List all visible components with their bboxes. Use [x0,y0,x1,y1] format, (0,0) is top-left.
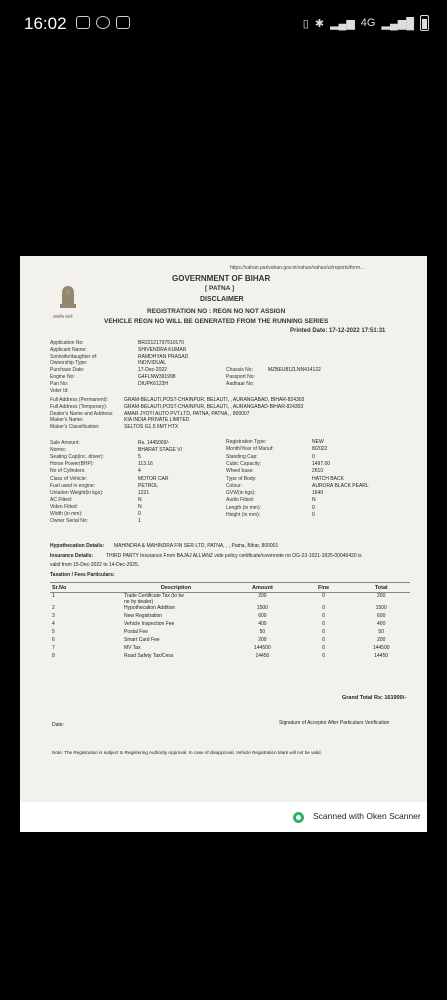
vibrate-icon: ▯ [302,17,309,30]
fee-fine: 0 [322,653,325,659]
field-label: Class of Vehicle: [50,475,87,482]
taxation-label: Taxation / Fees Particulars: [50,572,115,578]
table-row [50,653,410,661]
field-value: 0 [138,511,141,517]
fees-column-header: Sr.No [50,583,122,593]
field-label: Month/Year of Manuf: [226,446,274,453]
fee-sr-cell [50,653,122,661]
fee-sr: 3 [52,613,55,619]
field-label: Standing Cap: [226,453,258,460]
url-text: https://vahan.parivahan.gov.in/vahan/vahan/ui/reports/form... [230,265,365,271]
field-value: GRAM-BELAUTI,POST-CHAINPUR, BELAUTI, , AURANGABAD, BIHAR-824303 [124,397,305,403]
fees-column-header: Total [352,583,410,593]
field-value: 0 [312,504,315,511]
fee-amount-cell [230,613,295,621]
fee-amount-cell [230,645,295,653]
fee-fine: 0 [322,621,325,627]
fee-total: 400 [377,621,386,627]
fee-fine-cell [295,637,353,645]
fees-table [50,582,410,661]
field-value: 0 [312,512,315,518]
field-value: Rs. 1445000/- [138,440,170,446]
table-row [50,613,410,621]
fee-sr-cell [50,629,122,637]
fees-column-header: Fine [295,583,353,593]
fee-total-cell [352,645,410,653]
insurance-validity: valid from 15-Dec-2022 to 14-Dec-2025. [50,562,140,568]
field-value: RAMDHYAN PRASAD [138,353,189,360]
field-label: No of Cylinders: [50,468,86,475]
field-value: HATCH BACK [312,475,344,482]
fee-fine: 0 [322,629,325,635]
field-value: 1 [138,518,141,525]
fee-sr: 1 [52,593,55,599]
field-label: Owner Serial No: [50,518,89,525]
fee-sr-cell [50,593,122,606]
emblem-caption: सत्यमेव जयते [53,314,73,319]
field-label: Voter Id: [50,387,69,394]
disclaimer-title: DISCLAIMER [200,296,244,303]
signature-text: Signature of Acceptor After Particulars Verification [279,720,390,726]
table-row [50,637,410,645]
oken-scanner-logo-icon [293,812,304,823]
fee-fine-cell [295,653,353,661]
clock: 16:02 [24,14,67,33]
fee-amount: 400 [258,621,267,627]
field-label: Applicant Name: [50,346,87,353]
scanner-label: Scanned with Oken Scanner [313,811,421,821]
fee-amount-cell [230,621,295,629]
fee-sr-cell [50,621,122,629]
battery-icon [420,15,429,31]
regn-line1: REGISTRATION NO : REGN NO NOT ASSIGN [147,308,286,315]
fee-sr: 5 [52,629,55,635]
fee-amount-cell [230,593,295,606]
fee-total: 600 [377,613,386,619]
fee-amount-cell [230,653,295,661]
printed-date: Printed Date: 17-12-2022 17:51:31 [290,328,386,334]
field-label: Aadhaar No: [226,381,255,387]
fee-fine: 0 [322,637,325,643]
field-value: DIUPK6123H [138,380,169,387]
fee-total: 200 [377,593,386,599]
fee-sr: 7 [52,645,55,651]
fee-sr: 2 [52,605,55,611]
field-label: Engine No: [50,374,75,380]
field-label: Ownership Type: [50,360,88,367]
fees-header-row [50,583,410,593]
fee-desc-cell [122,653,230,661]
fee-amount-cell [230,605,295,613]
field-label: Norms: [50,447,67,454]
field-value: PETROL [138,482,159,489]
field-value: INDIVIDUAL [138,360,167,367]
fee-sr-cell [50,645,122,653]
fee-amount: 14450 [255,653,270,659]
scanner-footer [20,802,427,832]
fee-desc: New Registration [124,613,163,619]
field-label: Seating Cap(inc. driver): [50,454,104,461]
field-label: Maker's Name: [50,417,84,424]
app-icon [96,16,110,29]
fee-desc: Postal Fee [124,629,148,635]
field-label: GVW(in kgs): [226,490,256,497]
field-label: Full Address (Temporary): [50,403,108,410]
fee-total-cell [352,593,410,606]
field-value: BHARAT STAGE VI [138,447,182,454]
insurance-value: THIRD PARTY Insurance From BAJAJ ALLIANZ vide policy certificate/covernote no OG-23-1021-1825-00046420 is [106,553,362,559]
fee-total-cell [352,605,410,613]
field-value: 17-Dec-2022 [138,367,167,374]
field-value: MOTOR CAR [138,475,169,482]
field-label: Registration Type: [226,439,267,445]
insurance-label: Insurance Details: [50,553,94,559]
table-row [50,605,410,613]
fee-fine: 0 [322,605,325,611]
fee-desc-cell [122,629,230,637]
fee-sr: 8 [52,653,55,659]
field-value: N [138,496,142,503]
field-label: AC Fitted: [50,496,73,503]
field-label: Maker's Classification: [50,424,100,431]
fee-desc-cell [122,593,230,606]
fee-total-cell [352,621,410,629]
fee-desc-cell [122,621,230,629]
field-label: Chassis No: [226,367,253,373]
field-label: Son/wife/daughter of: [50,353,98,360]
field-label: Type of Body: [226,475,257,482]
table-row [50,621,410,629]
fee-sr-cell [50,613,122,621]
district: [ PATNA ] [205,285,235,292]
table-row [50,645,410,653]
fee-desc: Hypothecation Addition [124,605,176,611]
field-label: Cubic Capacity: [226,460,262,467]
field-value: 113.16 [138,461,153,468]
field-value: KIA INDIA PRIVATE LIMITED [124,417,190,424]
fee-total-cell [352,653,410,661]
field-value: SELTOS G1.5 6MT HTX [124,424,179,431]
fee-total-cell [352,629,410,637]
fee-total: 1500 [375,605,387,611]
field-value: AMAR JYOTI AUTO PVT.LTD, PATNA, PATNA, , 800007 [124,410,250,417]
fee-fine-cell [295,593,353,606]
field-value: AURORA BLACK PEARL [312,482,369,489]
regn-line2: VEHICLE REGN NO WILL BE GENERATED FROM THE RUNNING SERIES [104,318,329,325]
fee-amount: 50 [259,629,266,635]
grand-total: Grand Total Rs: 161900/- [342,695,407,701]
registration-note: Note: The Registration is subject to Registering Authority Approval. In case of disapproval, Vehicle Registration Mark will not be valid. [52,750,322,755]
field-label: Colour: [226,482,243,489]
field-value: 8/2022 [312,446,328,453]
field-value: SHIVENDRA KUMAR [138,346,187,353]
fee-fine-cell [295,605,353,613]
field-value: 0 [312,453,315,460]
fee-desc: Road Safety Tax/Cess [124,653,174,659]
field-value: MZBEU81ZLNN414122 [268,367,321,373]
field-label: Pan No: [50,380,69,387]
bluetooth-icon: ✱ [314,17,325,30]
fee-fine-cell [295,629,353,637]
fee-total: 14450 [374,653,389,659]
field-value: NEW [312,439,324,445]
table-row [50,629,410,637]
field-label: Width (in mm): [50,511,83,517]
field-value: 1221 [138,489,150,496]
fee-desc: MV Tax [124,645,141,651]
fee-desc-cell [122,645,230,653]
fees-column-header: Amount [230,583,295,593]
fee-fine: 0 [322,645,325,651]
field-label: Fuel used in engine: [50,482,96,489]
field-label: Passport No: [226,374,255,380]
network-type: 4G [360,17,376,29]
fee-amount: 200 [258,637,267,643]
fee-total-cell [352,613,410,621]
status-bar [0,0,447,52]
fee-desc-cell [122,637,230,645]
fee-sr-cell [50,605,122,613]
field-value: G4FLNW391998 [138,374,176,380]
fee-total: 200 [377,637,386,643]
fee-sr-cell [50,637,122,645]
field-value: N [312,497,316,504]
field-label: Purchase Date: [50,367,85,374]
scanned-document [20,256,427,802]
hypothecation-value: MAHINDRA & MAHINDRA FIN SER LTD, PATNA, , , Patna, Bihar, 800001 [114,543,279,549]
fee-total-cell [352,637,410,645]
fee-total: 50 [378,629,384,635]
field-label: Length (in mm): [226,504,262,511]
fee-fine-cell [295,613,353,621]
fee-amount: 200 [258,593,267,599]
fee-amount-cell [230,629,295,637]
field-value: 4 [138,468,141,475]
signal-bars-icon: ▂▄▆█ [381,17,414,30]
field-value: GRAM-BELAUTI,POST-CHAINPUR, BELAUTI, , AURANGABAD-BIHAR-824303 [124,403,304,410]
field-value: 1640 [312,490,324,497]
field-value: N [138,503,142,510]
field-label: Horse Power(BHP): [50,461,94,468]
fees-column-header: Description [122,583,230,593]
field-label: Audio Fitted: [226,497,255,504]
date-label: Date: [52,722,64,728]
govt-title: GOVERNMENT OF BIHAR [172,274,271,283]
field-label: Unladen Weight(in kgs): [50,489,104,496]
field-value: 5 [138,454,141,461]
field-value: 1497.00 [312,460,331,467]
fee-sr: 6 [52,637,55,643]
fee-desc-cell [122,613,230,621]
fee-desc: Vehicle Inspection Fee [124,621,175,627]
field-label: Application No: [50,340,84,346]
field-label: Height (in mm): [226,512,261,518]
fee-fine-cell [295,645,353,653]
fee-fine-cell [295,621,353,629]
fee-desc: Trade Certificate Tax (to be [124,593,185,599]
fee-desc: Smart Card Fee [124,637,160,643]
notification-icon [76,16,90,29]
fee-fine: 0 [322,613,325,619]
fee-amount-cell [230,637,295,645]
emblem-icon [56,282,80,312]
mail-icon [116,16,130,29]
field-label: Dealer's Name and Address: [50,410,114,417]
fee-sr: 4 [52,621,55,627]
field-value: BR22121797510170 [138,340,184,346]
signal-icon: ▂▄▆ [330,17,355,30]
fee-amount: 144500 [254,645,271,651]
fee-amount: 600 [258,613,267,619]
fee-desc-cell [122,605,230,613]
field-label: Video Fitted: [50,503,78,510]
field-label: Sale Amount: [50,440,80,446]
field-value: 2610 [312,468,324,475]
table-row [50,593,410,606]
hypothecation-label: Hypothecation Details: [50,543,105,549]
field-label: Full Address (Permanent): [50,397,109,403]
fee-fine: 0 [322,593,325,599]
fee-amount: 1500 [256,605,268,611]
field-label: Wheel base: [226,468,254,475]
fee-desc-continued: ne by dealer) [124,599,154,605]
fee-total: 144500 [372,645,390,651]
